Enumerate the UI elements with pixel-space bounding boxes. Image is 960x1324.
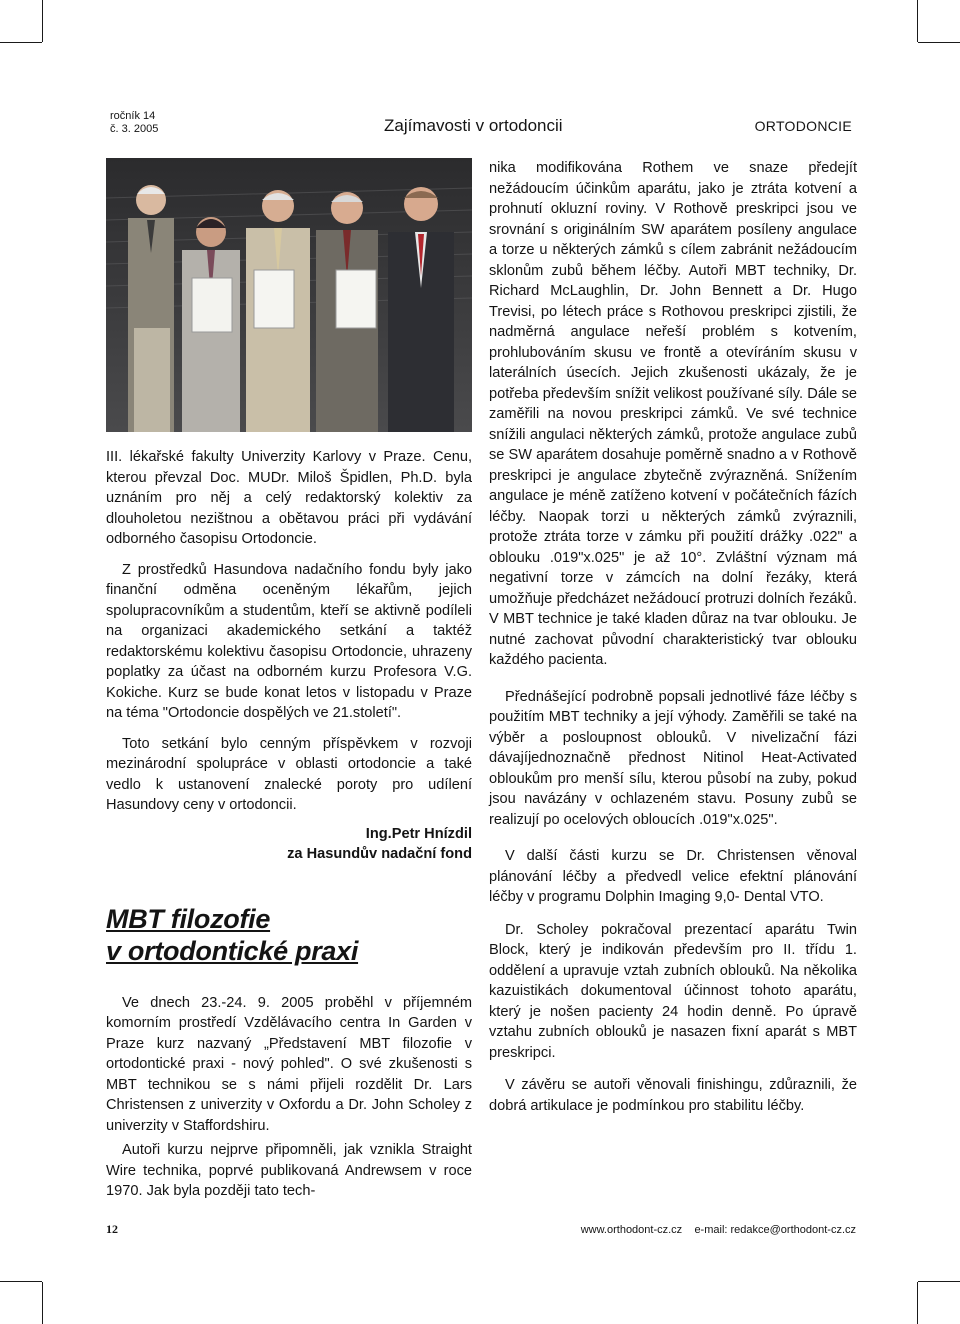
crop-mark xyxy=(918,1281,960,1282)
paragraph: V další části kurzu se Dr. Christensen věnoval plánování léčby a předvedl velice efektní plánování léčby v programu Dolphin Imaging 9,0- Dental VTO. xyxy=(489,848,857,905)
crop-mark xyxy=(918,42,960,43)
signature-org: za Hasundův nadační fond xyxy=(287,846,472,862)
article-heading xyxy=(106,903,472,967)
paragraph: Toto setkání bylo cenným příspěvkem v rozvoji mezinárodní spolupráce v oblasti ortodoncie a také vedlo k ustanovení znalecké poroty pro udílení Hasundovy ceny v ortodoncii. xyxy=(106,735,472,813)
footer-contact xyxy=(581,1224,856,1236)
website-link[interactable]: www.orthodont-cz.cz xyxy=(580,1224,683,1236)
journal-name: ORTODONCIE xyxy=(754,118,852,134)
paragraph: Dr. Scholey pokračoval prezentací aparátu Twin Block, který je indikován především pro II. třídu 1. oddělení a upravuje vztah zubních oblouků. Na několika kazuistikách dokumentoval účinnost tohoto aparátu, který je nošen pacienty 24 hodin denně. Po úpravě vztahu zubních oblouků je nasazen fixní aparát s MBT preskripci. xyxy=(489,921,857,1061)
paragraph: Z prostředků Hasundova nadačního fondu byly jako finanční odměna oceněným lékařům, jejich spolupracovníkům a studentům, kteří se aktivně podíleli na organizaci akademického setkání a taktéž redaktorskému kolektivu časopisu Ortodoncie, uhrazeny poplatky za účast na odborném kurzu Profesora V.G. Kokiche. Kurz se bude konat letos v listopadu v Praze na téma "Ortodoncie dospělých ve 21.století". xyxy=(106,561,472,721)
group-photo-image xyxy=(106,158,472,432)
signature xyxy=(106,824,472,865)
page-number: 12 xyxy=(106,1222,118,1236)
paragraph: Přednášející podrobně popsali jednotlivé fáze léčby s použitím MBT techniky a její výhody. Zaměřili se také na výběr a posloupnost oblouků. V nivelizační fázi dávajíjednoznačně přednost Nitinol Heat-Activated obloukům pro menší sílu, kterou působí na zuby, pokud jsou navázány v ochlazeném stavu. Posuny zubů se realizují po ocelových obloucích .019"x.025". xyxy=(489,688,857,828)
issue-info xyxy=(110,110,158,136)
paragraph: Autoři kurzu nejprve připomněli, jak vznikla Straight Wire technika, poprvé publikovaná Andrewsem v roce 1970. Jak byla později tato tech- xyxy=(106,1142,472,1199)
crop-mark xyxy=(917,0,918,42)
email-link[interactable]: e-mail: redakce@orthodont-cz.cz xyxy=(694,1224,856,1236)
crop-mark xyxy=(42,0,43,42)
paragraph: nika modifikována Rothem ve snaze předejít nežádoucím účinkům aparátu, jako je ztráta kotvení a prohnutí okluzní roviny. V Rothově preskripci jsou ve srovnání s originálním SW aparátem posíleny angulace a torze u některých zámků s cílem zabránit nežádoucím sklonům zubů během léčby. Autoři MBT techniky, Dr. Richard McLaughlin, Dr. John Bennett a Dr. Hugo Trevisi, po létech práce s Rothovou preskripci zjistili, že nadměrná angulace neřeší problém s kotvením, prohlubováním skusu ve frontě a otevíráním skusu v laterálních úsecích. Jejich zkušenosti ukázaly, že je potřeba především snížit velikost používané síly. Dále se zaměřili na novou preskripci zámků. Ve své technice snížili angulaci některých zámků, protože angulace zubů se SW aparátem dosahuje poměrně snadno a v Rothově preskripci je angulace zbytečně zvýrazněná. Snížením angulace je méně zatíženo kotvení v počátečních fázích léčby. Naopak torzi u některých zámků zvýraznili, protože ztráta torze v zámku při použití drážky .022" a oblouku .019"x.025" je až 10°. Zvláštní význam má negativní torze v zámcích na dolní řezáky, která umožňuje předcházet nežádoucí protruzi dolních řezáků. V MBT technice je také kladen důraz na tvar oblouku. Je nutné zachovat původní charakteristický tvar oblouku každého pacienta. xyxy=(489,160,857,668)
crop-mark xyxy=(42,1282,43,1324)
left-column xyxy=(106,447,472,1202)
paragraph: Ve dnech 23.-24. 9. 2005 proběhl v příjemném komorním prostředí Vzdělávacího centra In Garden v Praze kurz nazvaný „Představení MBT filozofie v ortodontické praxi - nový pohled". O své zkušenosti s MBT technikou se s námi přijeli rozdělit Dr. Lars Christensen z univerzity v Oxfordu a Dr. John Scholey z univerzity v Staffordshiru. xyxy=(106,994,472,1134)
volume-label: ročník 14 xyxy=(110,110,156,122)
right-column xyxy=(489,158,857,1116)
heading-line: MBT filozofie xyxy=(106,903,271,934)
crop-mark xyxy=(917,1282,918,1324)
signature-name: Ing.Petr Hnízdil xyxy=(365,825,472,842)
crop-mark xyxy=(0,42,42,43)
photo-caption-continuation: III. lékařské fakulty Univerzity Karlovy v Praze. Cenu, kterou převzal Doc. MUDr. Miloš Špidlen, Ph.D. byla uznáním pro něj a celý redaktorský kolektiv za dlouholetou nezištnou a obětavou práci při vydávání odborného časopisu Ortodoncie. xyxy=(106,449,472,547)
section-title: Zajímavosti v ortodoncii xyxy=(384,116,563,135)
paragraph: V závěru se autoři věnovali finishingu, zdůraznili, že dobrá artikulace je podmínkou pro stabilitu léčby. xyxy=(489,1077,857,1114)
heading-line: v ortodontické praxi xyxy=(106,935,359,966)
group-photo xyxy=(106,158,472,432)
issue-label: č. 3. 2005 xyxy=(110,123,159,135)
crop-mark xyxy=(0,1281,42,1282)
